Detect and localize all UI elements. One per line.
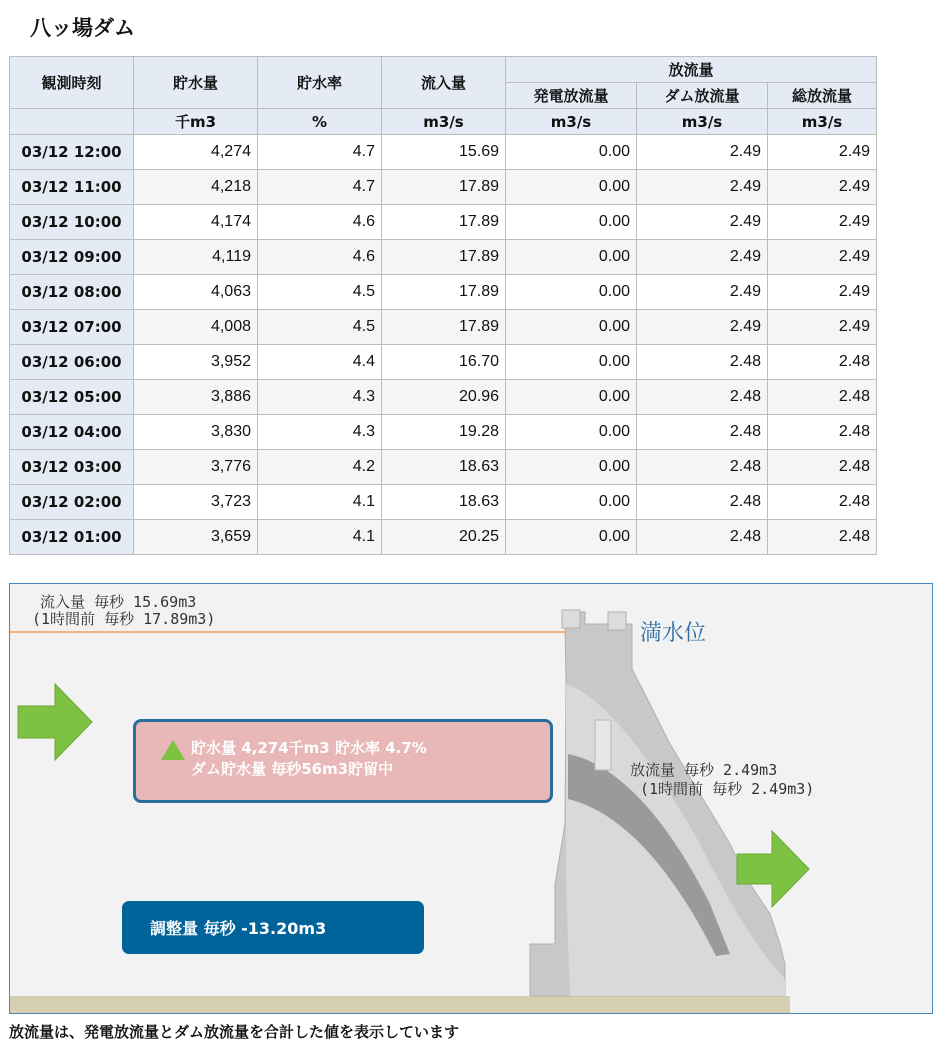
up-triangle-icon bbox=[161, 740, 185, 760]
header-inflow: 流入量 bbox=[382, 57, 506, 109]
table-row bbox=[10, 135, 877, 170]
cell-total-outflow: 2.48 bbox=[768, 520, 877, 555]
header-outflow-group: 放流量 bbox=[506, 57, 877, 83]
cell-storage: 3,952 bbox=[134, 345, 258, 380]
cell-power-outflow: 0.00 bbox=[506, 450, 637, 485]
dam-crest-block-right bbox=[608, 612, 626, 630]
cell-time: 03/12 12:00 bbox=[10, 135, 134, 170]
cell-inflow: 18.63 bbox=[382, 485, 506, 520]
cell-total-outflow: 2.49 bbox=[768, 170, 877, 205]
inflow-arrow-icon bbox=[18, 684, 92, 760]
header-rate: 貯水率 bbox=[258, 57, 382, 109]
cell-dam-outflow: 2.49 bbox=[637, 310, 768, 345]
cell-dam-outflow: 2.49 bbox=[637, 240, 768, 275]
table-row bbox=[10, 310, 877, 345]
cell-dam-outflow: 2.48 bbox=[637, 345, 768, 380]
dam-diagram bbox=[9, 583, 933, 1014]
cell-storage: 3,723 bbox=[134, 485, 258, 520]
cell-total-outflow: 2.49 bbox=[768, 135, 877, 170]
table-row bbox=[10, 380, 877, 415]
dam-window bbox=[595, 720, 611, 770]
cell-dam-outflow: 2.49 bbox=[637, 275, 768, 310]
cell-dam-outflow: 2.48 bbox=[637, 450, 768, 485]
cell-total-outflow: 2.48 bbox=[768, 345, 877, 380]
cell-time: 03/12 04:00 bbox=[10, 415, 134, 450]
cell-total-outflow: 2.48 bbox=[768, 450, 877, 485]
header-dam-outflow: ダム放流量 bbox=[637, 83, 768, 109]
inflow-current: 流入量 毎秒 15.69m3 bbox=[40, 593, 197, 611]
cell-power-outflow: 0.00 bbox=[506, 310, 637, 345]
cell-rate: 4.3 bbox=[258, 415, 382, 450]
cell-power-outflow: 0.00 bbox=[506, 415, 637, 450]
cell-storage: 3,659 bbox=[134, 520, 258, 555]
cell-rate: 4.7 bbox=[258, 170, 382, 205]
cell-storage: 4,119 bbox=[134, 240, 258, 275]
cell-power-outflow: 0.00 bbox=[506, 240, 637, 275]
outflow-previous: (1時間前 毎秒 2.49m3) bbox=[640, 780, 815, 798]
cell-total-outflow: 2.48 bbox=[768, 380, 877, 415]
cell-total-outflow: 2.49 bbox=[768, 205, 877, 240]
cell-time: 03/12 06:00 bbox=[10, 345, 134, 380]
cell-storage: 4,174 bbox=[134, 205, 258, 240]
cell-dam-outflow: 2.48 bbox=[637, 520, 768, 555]
cell-inflow: 17.89 bbox=[382, 170, 506, 205]
cell-time: 03/12 02:00 bbox=[10, 485, 134, 520]
table-row bbox=[10, 240, 877, 275]
table-row bbox=[10, 415, 877, 450]
cell-rate: 4.5 bbox=[258, 310, 382, 345]
cell-dam-outflow: 2.49 bbox=[637, 170, 768, 205]
cell-storage: 3,830 bbox=[134, 415, 258, 450]
cell-time: 03/12 11:00 bbox=[10, 170, 134, 205]
cell-rate: 4.6 bbox=[258, 240, 382, 275]
cell-power-outflow: 0.00 bbox=[506, 170, 637, 205]
unit-inflow: m3/s bbox=[382, 109, 506, 135]
cell-power-outflow: 0.00 bbox=[506, 345, 637, 380]
unit-total: m3/s bbox=[768, 109, 877, 135]
cell-power-outflow: 0.00 bbox=[506, 205, 637, 240]
cell-rate: 4.1 bbox=[258, 520, 382, 555]
table-row bbox=[10, 205, 877, 240]
header-storage: 貯水量 bbox=[134, 57, 258, 109]
cell-inflow: 20.25 bbox=[382, 520, 506, 555]
table-row bbox=[10, 275, 877, 310]
cell-power-outflow: 0.00 bbox=[506, 135, 637, 170]
cell-dam-outflow: 2.49 bbox=[637, 135, 768, 170]
cell-total-outflow: 2.49 bbox=[768, 275, 877, 310]
inflow-previous: (1時間前 毎秒 17.89m3) bbox=[32, 610, 216, 628]
full-level-label: 満水位 bbox=[640, 621, 707, 646]
cell-time: 03/12 10:00 bbox=[10, 205, 134, 240]
table-row bbox=[10, 520, 877, 555]
cell-total-outflow: 2.49 bbox=[768, 240, 877, 275]
table-row bbox=[10, 485, 877, 520]
cell-rate: 4.3 bbox=[258, 380, 382, 415]
cell-power-outflow: 0.00 bbox=[506, 520, 637, 555]
cell-rate: 4.7 bbox=[258, 135, 382, 170]
storage-status-box bbox=[133, 719, 553, 803]
cell-inflow: 20.96 bbox=[382, 380, 506, 415]
cell-dam-outflow: 2.49 bbox=[637, 205, 768, 240]
cell-time: 03/12 09:00 bbox=[10, 240, 134, 275]
ground bbox=[10, 996, 790, 1013]
cell-inflow: 15.69 bbox=[382, 135, 506, 170]
cell-dam-outflow: 2.48 bbox=[637, 415, 768, 450]
cell-total-outflow: 2.49 bbox=[768, 310, 877, 345]
cell-time: 03/12 05:00 bbox=[10, 380, 134, 415]
cell-inflow: 17.89 bbox=[382, 275, 506, 310]
table-row bbox=[10, 450, 877, 485]
cell-storage: 4,063 bbox=[134, 275, 258, 310]
cell-rate: 4.2 bbox=[258, 450, 382, 485]
cell-time: 03/12 08:00 bbox=[10, 275, 134, 310]
cell-inflow: 16.70 bbox=[382, 345, 506, 380]
cell-storage: 3,776 bbox=[134, 450, 258, 485]
header-time: 観測時刻 bbox=[10, 57, 134, 109]
cell-inflow: 18.63 bbox=[382, 450, 506, 485]
cell-time: 03/12 07:00 bbox=[10, 310, 134, 345]
cell-inflow: 19.28 bbox=[382, 415, 506, 450]
footnote: 放流量は、発電放流量とダム放流量を合計した値を表示しています bbox=[9, 1023, 460, 1041]
cell-storage: 4,274 bbox=[134, 135, 258, 170]
unit-dam: m3/s bbox=[637, 109, 768, 135]
cell-power-outflow: 0.00 bbox=[506, 275, 637, 310]
cell-storage: 3,886 bbox=[134, 380, 258, 415]
dam-crest-block-left bbox=[562, 610, 580, 628]
cell-rate: 4.1 bbox=[258, 485, 382, 520]
cell-dam-outflow: 2.48 bbox=[637, 380, 768, 415]
cell-rate: 4.5 bbox=[258, 275, 382, 310]
outflow-current: 放流量 毎秒 2.49m3 bbox=[630, 761, 778, 779]
cell-total-outflow: 2.48 bbox=[768, 485, 877, 520]
cell-storage: 4,218 bbox=[134, 170, 258, 205]
unit-power: m3/s bbox=[506, 109, 637, 135]
observation-table bbox=[9, 56, 877, 555]
table-row bbox=[10, 170, 877, 205]
unit-time bbox=[10, 109, 134, 135]
cell-inflow: 17.89 bbox=[382, 310, 506, 345]
cell-rate: 4.6 bbox=[258, 205, 382, 240]
adjustment-box bbox=[122, 901, 424, 954]
table-row bbox=[10, 345, 877, 380]
cell-dam-outflow: 2.48 bbox=[637, 485, 768, 520]
cell-power-outflow: 0.00 bbox=[506, 380, 637, 415]
cell-power-outflow: 0.00 bbox=[506, 485, 637, 520]
header-power-outflow: 発電放流量 bbox=[506, 83, 637, 109]
cell-total-outflow: 2.48 bbox=[768, 415, 877, 450]
page-title: 八ッ場ダム bbox=[30, 16, 135, 40]
unit-rate: % bbox=[258, 109, 382, 135]
header-total-outflow: 総放流量 bbox=[768, 83, 877, 109]
adjustment-label: 調整量 毎秒 -13.20m3 bbox=[150, 919, 327, 938]
cell-inflow: 17.89 bbox=[382, 240, 506, 275]
cell-rate: 4.4 bbox=[258, 345, 382, 380]
cell-time: 03/12 01:00 bbox=[10, 520, 134, 555]
unit-storage: 千m3 bbox=[134, 109, 258, 135]
cell-inflow: 17.89 bbox=[382, 205, 506, 240]
storage-line2: ダム貯水量 毎秒56m3貯留中 bbox=[191, 760, 394, 778]
cell-time: 03/12 03:00 bbox=[10, 450, 134, 485]
cell-storage: 4,008 bbox=[134, 310, 258, 345]
storage-line1: 貯水量 4,274千m3 貯水率 4.7% bbox=[191, 739, 427, 757]
